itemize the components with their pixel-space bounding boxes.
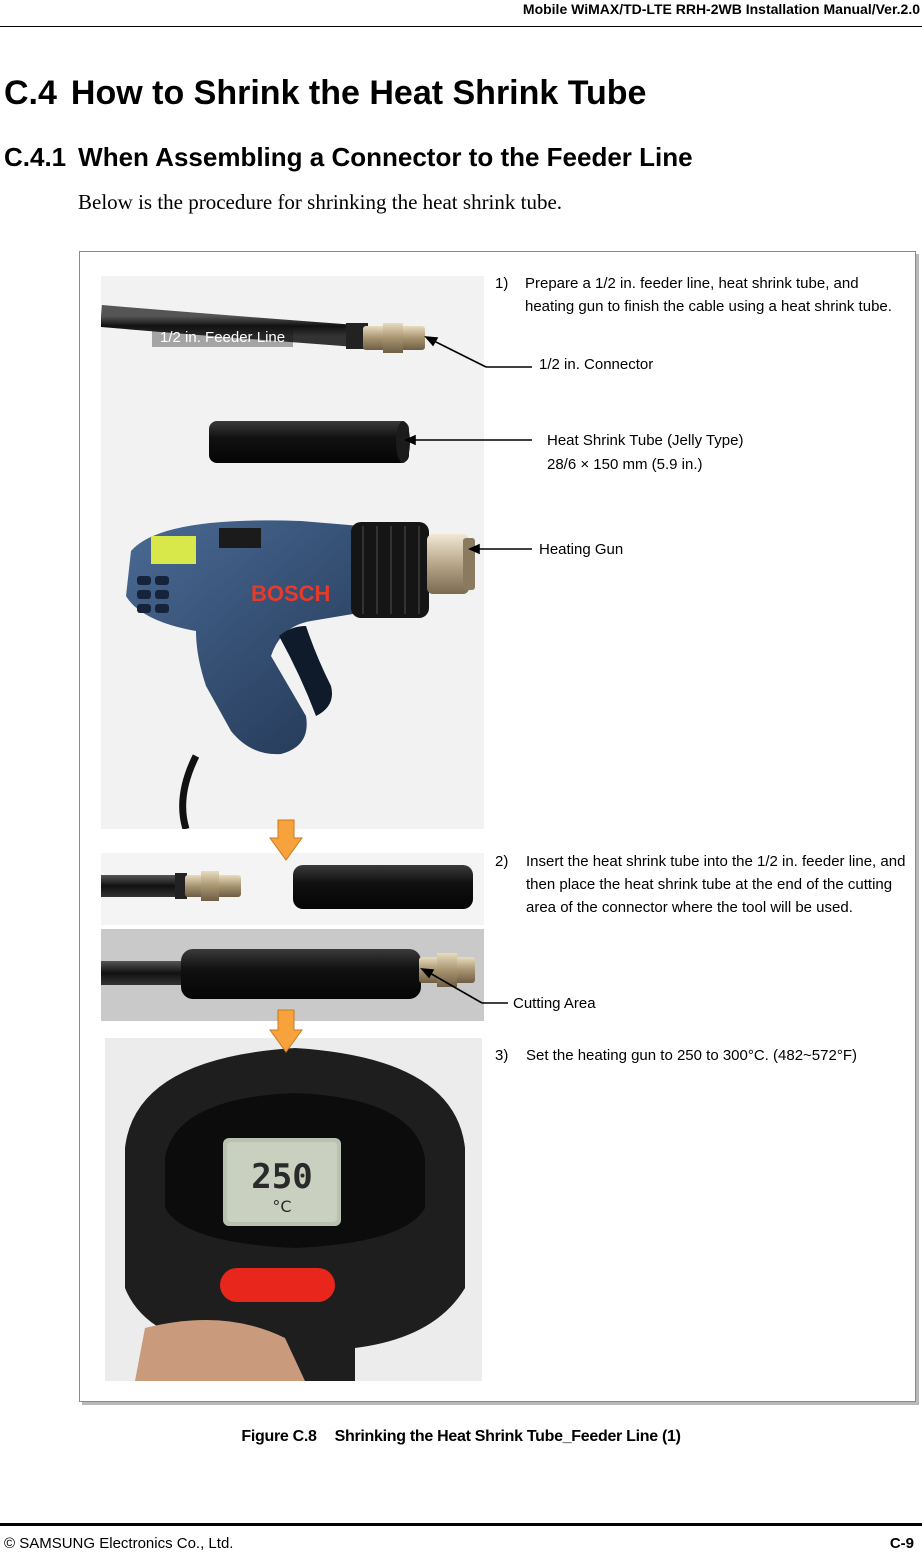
section-title: How to Shrink the Heat Shrink Tube (70, 74, 647, 112)
figure-caption (0, 1428, 922, 1446)
down-arrow-icon (270, 1010, 302, 1052)
callout-heating-gun: Heating Gun (539, 541, 624, 558)
caption-title: Shrinking the Heat Shrink Tube_Feeder Line (1) (334, 1428, 681, 1445)
callout-tube-line1: Heat Shrink Tube (Jelly Type) (547, 432, 744, 449)
callout-connector: 1/2 in. Connector (539, 356, 654, 373)
footer-copyright: © SAMSUNG Electronics Co., Ltd. (4, 1535, 234, 1552)
step-number: 2) (495, 853, 509, 870)
callout-cutting-area: Cutting Area (513, 995, 596, 1012)
subsection-title: When Assembling a Connector to the Feeder Line (78, 142, 693, 172)
feeder-line-label: 1/2 in. Feeder Line (152, 328, 293, 347)
subsection-number: C.4.1 (4, 142, 67, 172)
running-header: Mobile WiMAX/TD-LTE RRH-2WB Installation Manual/Ver.2.0 (522, 1, 920, 17)
display-unit: °C (272, 1197, 292, 1216)
intro-paragraph: Below is the procedure for shrinking the heat shrink tube. (78, 190, 563, 214)
footer-page-number: C-9 (889, 1535, 914, 1552)
step-number: 3) (495, 1047, 509, 1064)
gun-brand-text: BOSCH (251, 581, 331, 606)
step-text: Insert the heat shrink tube into the 1/2 in. feeder line, and then place the heat shrink tube at the end of the cutting area of the connector where the tool will be used. (526, 853, 906, 916)
section-number: C.4 (4, 74, 57, 112)
step-2 (495, 850, 907, 919)
callout-tube-line2: 28/6 × 150 mm (5.9 in.) (547, 456, 703, 473)
step-number: 1) (495, 275, 509, 292)
step-3 (495, 1044, 907, 1067)
step-text: Prepare a 1/2 in. feeder line, heat shrink tube, and heating gun to finish the cable using a heat shrink tube. (525, 275, 892, 315)
caption-number: Figure C.8 (241, 1428, 317, 1445)
footer-rule (0, 1523, 922, 1526)
down-arrow-icon (270, 820, 302, 860)
step-1 (495, 272, 907, 318)
step-text: Set the heating gun to 250 to 300°C. (482~572°F) (526, 1047, 857, 1064)
display-value: 250 (251, 1157, 313, 1197)
